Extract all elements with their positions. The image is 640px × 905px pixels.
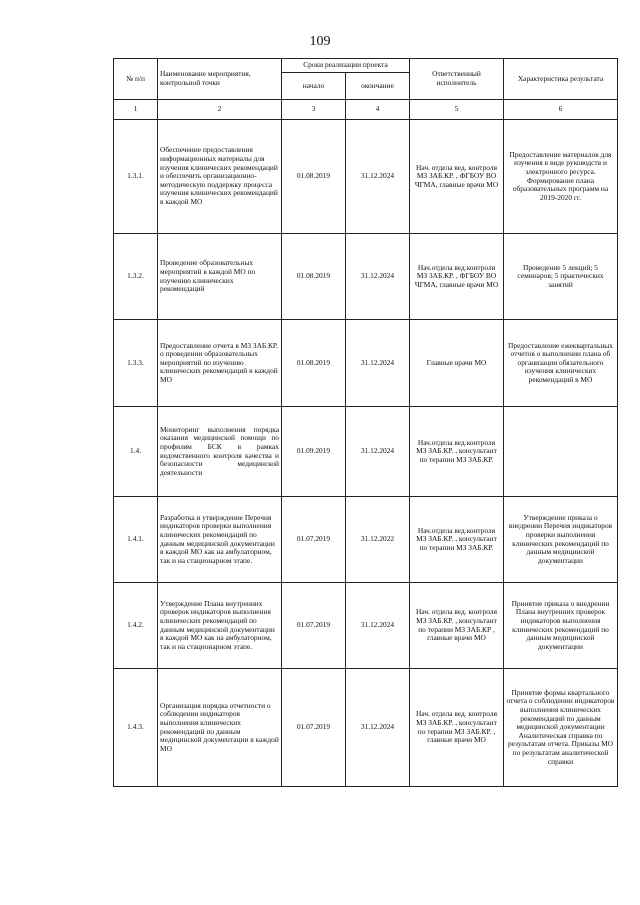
row-name: Утверждение Плана внутренних проверок индикаторов выполнения клинических рекомендаций по данным медицинской документации в каждой МО как на амбулаторном, так и на стационарном этапе. — [158, 583, 282, 669]
row-end: 31.12.2024 — [346, 120, 410, 234]
table-row — [114, 120, 618, 234]
row-name: Обеспечение предоставления информационных материалы для изучения клинических рекомендаций и обеспечить организационно-методическую поддержку процесса изучения клинических рекомендаций в каждой МО — [158, 120, 282, 234]
row-result — [504, 407, 618, 497]
header-end: окончание — [346, 73, 410, 100]
row-end: 31.12.2024 — [346, 407, 410, 497]
row-start: 01.08.2019 — [282, 234, 346, 320]
row-responsible: Нач. отдела вед. контроля МЗ ЗАБ.КР. , консультант по терапии МЗ ЗАБ.КР. , главные врачи МО — [410, 669, 504, 787]
row-num: 1.4.1. — [114, 497, 158, 583]
header-name: Наименование мероприятия, контрольной точки — [158, 59, 282, 100]
table-row — [114, 234, 618, 320]
activity-plan-table — [113, 58, 618, 787]
row-result: Проведение 5 лекций; 5 семинаров; 5 практических занятий — [504, 234, 618, 320]
row-responsible: Главные врачи МО — [410, 320, 504, 407]
header-period: Сроки реализации проекта — [282, 59, 410, 73]
column-number: 1 — [114, 100, 158, 120]
header-num: № п/п — [114, 59, 158, 100]
page-number: 109 — [309, 34, 331, 49]
column-number: 2 — [158, 100, 282, 120]
row-name: Мониторинг выполнения порядка оказания медицинской помощи по профилям БСК в рамках ведомственного контроля качества и безопасности медицинской деятельности — [158, 407, 282, 497]
row-responsible: Нач.отдела вед.контроля МЗ ЗАБ.КР. , консультант по терапии МЗ ЗАБ.КР. — [410, 497, 504, 583]
row-responsible: Нач. отдела вед. контроля МЗ ЗАБ.КР. , ФГБОУ ВО ЧГМА, главные врачи МО — [410, 120, 504, 234]
row-start: 01.08.2019 — [282, 320, 346, 407]
row-start: 01.08.2019 — [282, 120, 346, 234]
row-start: 01.09.2019 — [282, 407, 346, 497]
column-numbers-row — [114, 100, 618, 120]
column-number: 3 — [282, 100, 346, 120]
row-result: Принятие приказа о внедрении Плана внутренних проверок индикаторов выполнения клинических рекомендаций по данным медицинской документации — [504, 583, 618, 669]
table-header-row — [114, 59, 618, 73]
row-end: 31.12.2024 — [346, 583, 410, 669]
row-num: 1.3.3. — [114, 320, 158, 407]
row-end: 31.12.2022 — [346, 497, 410, 583]
row-num: 1.3.2. — [114, 234, 158, 320]
row-responsible: Нач.отдела вед.контроля МЗ ЗАБ.КР. , ФГБОУ ВО ЧГМА, главные врачи МО — [410, 234, 504, 320]
row-responsible: Нач.отдела вед.контроля МЗ ЗАБ.КР. , консультант по терапии МЗ ЗАБ.КР. — [410, 407, 504, 497]
row-num: 1.3.1. — [114, 120, 158, 234]
row-name: Проведение образовательных мероприятий в каждой МО по изучению клинических рекомендаций — [158, 234, 282, 320]
row-responsible: Нач. отдела вед. контроля МЗ ЗАБ.КР. , консультант по терапии МЗ ЗАБ.КР , главные врачи МО — [410, 583, 504, 669]
row-result: Предоставление материалов для изучения в виде руководств и электронного ресурса. Формирование плана образовательных программ на 2019-2020 гг. — [504, 120, 618, 234]
row-name: Разработка и утверждение Перечня индикаторов проверки выполнения клинических рекомендаций по данным медицинской документации в каждой МО как на амбулаторном, так и на стационарном этапе. — [158, 497, 282, 583]
row-end: 31.12.2024 — [346, 234, 410, 320]
column-number: 5 — [410, 100, 504, 120]
table-row — [114, 497, 618, 583]
row-num: 1.4.3. — [114, 669, 158, 787]
header-result: Характеристика результата — [504, 59, 618, 100]
column-number: 6 — [504, 100, 618, 120]
row-result: Утверждение приказа о внедрении Перечня индикаторов проверки выполнения клинических рекомендаций по данным медицинской документации — [504, 497, 618, 583]
row-name: Организация порядка отчетности о соблюдении индикаторов выполнения клинических рекомендаций по данным медицинской документации в каждой МО — [158, 669, 282, 787]
table-row — [114, 320, 618, 407]
row-num: 1.4.2. — [114, 583, 158, 669]
row-result: Предоставление ежеквартальных отчетов о выполнении плана об организации обязательного изучения клинических рекомендаций в МО — [504, 320, 618, 407]
table-row — [114, 583, 618, 669]
row-result: Принятие формы квартального отчета о соблюдении индикаторов выполнения клинических рекомендаций по данным медицинской документации Аналитическая справка по результатам отчета. Приказы МО по результатам аналитической справки — [504, 669, 618, 787]
header-responsible: Ответственный исполнитель — [410, 59, 504, 100]
row-end: 31.12.2024 — [346, 669, 410, 787]
table-row — [114, 669, 618, 787]
row-num: 1.4. — [114, 407, 158, 497]
column-number: 4 — [346, 100, 410, 120]
row-start: 01.07.2019 — [282, 669, 346, 787]
row-start: 01.07.2019 — [282, 497, 346, 583]
row-end: 31.12.2024 — [346, 320, 410, 407]
header-start: начало — [282, 73, 346, 100]
row-start: 01.07.2019 — [282, 583, 346, 669]
row-name: Предоставление отчета в МЗ ЗАБ.КР. о проведении образовательных мероприятий по изучению клинических рекомендаций в каждой МО — [158, 320, 282, 407]
table-row — [114, 407, 618, 497]
